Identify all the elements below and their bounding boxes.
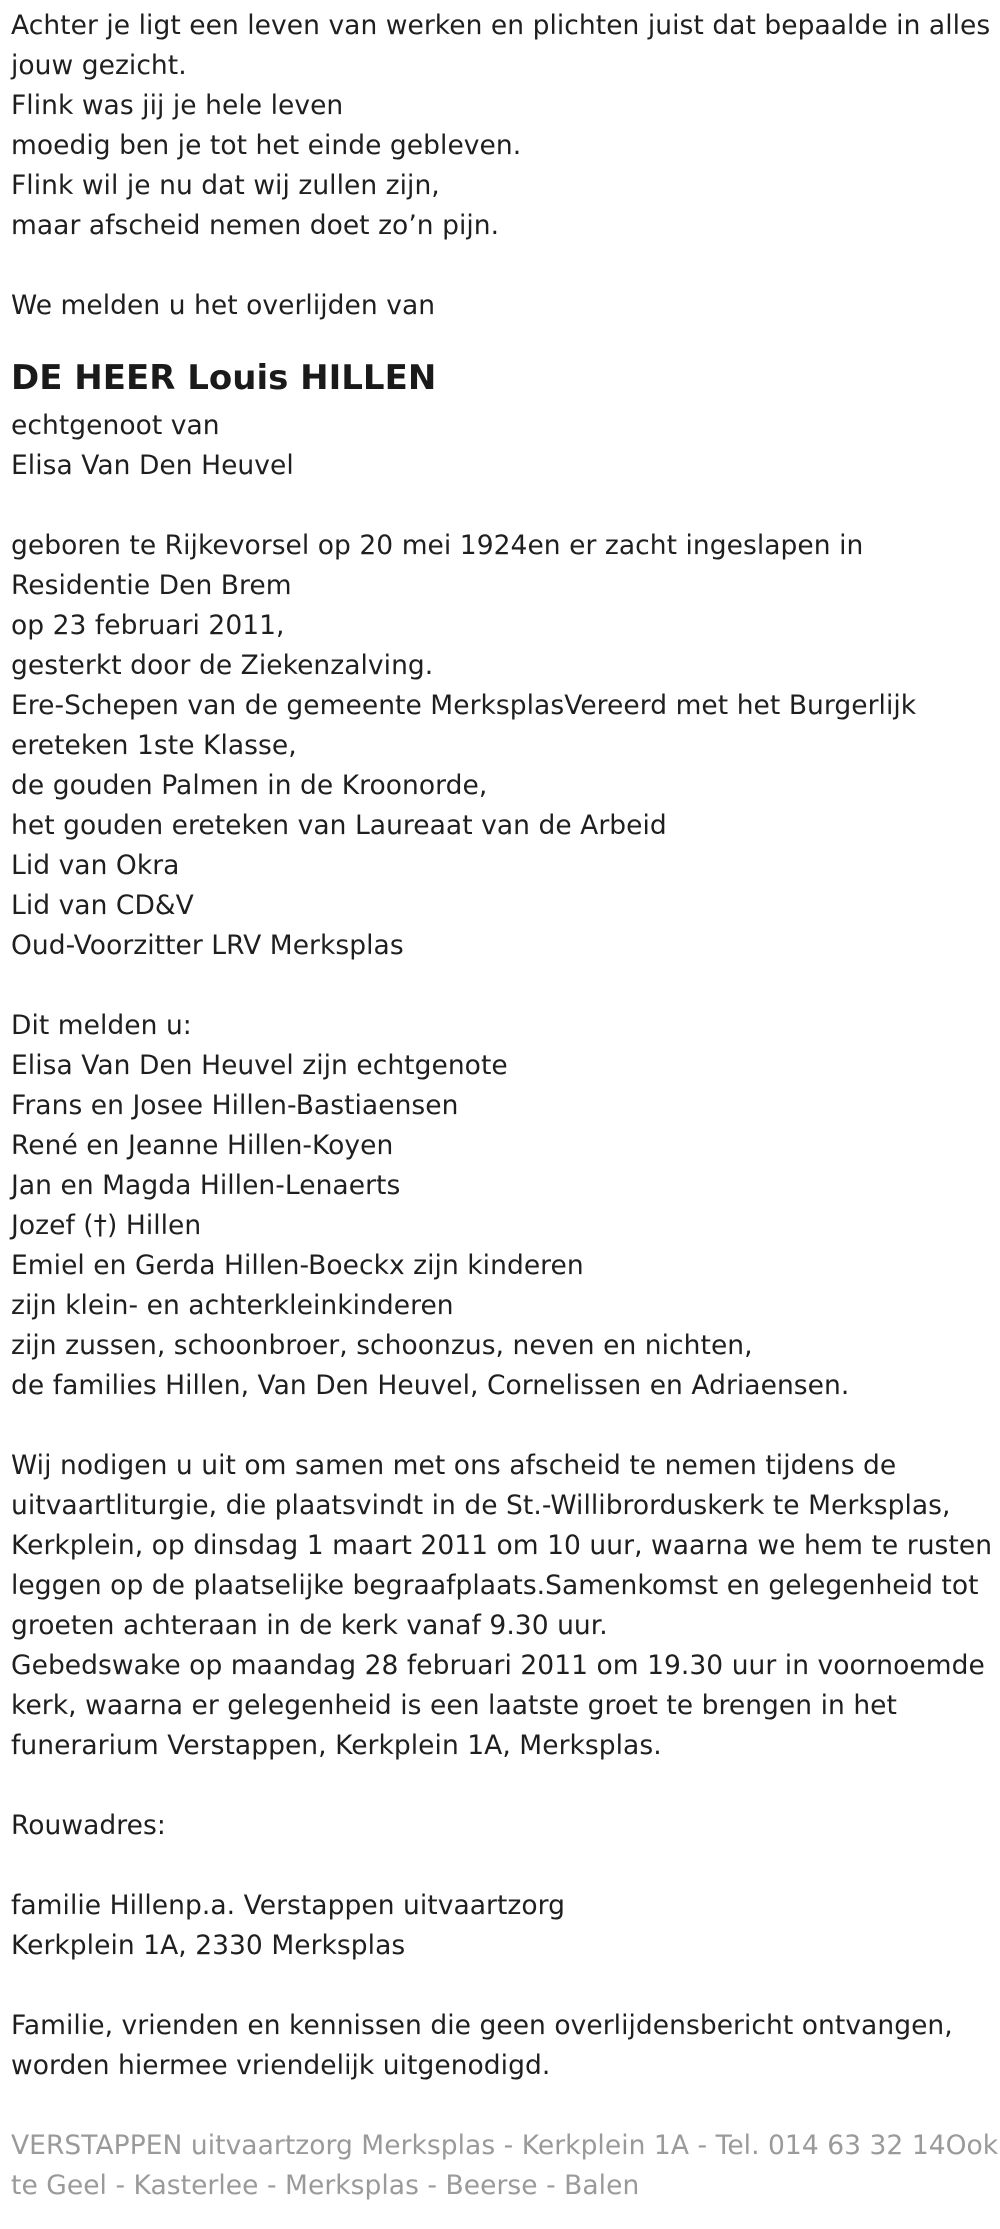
spacer (11, 2086, 988, 2126)
bio-line: Lid van Okra (11, 850, 180, 881)
family-line: Jan en Magda Hillen-Lenaerts (11, 1170, 401, 1201)
family-line: René en Jeanne Hillen-Koyen (11, 1130, 394, 1161)
ceremony-line: uitvaartliturgie, die plaatsvindt in de St.-Willibrorduskerk te Merksplas, (11, 1490, 951, 1521)
address-line: Kerkplein 1A, 2330 Merksplas (11, 1930, 406, 1961)
invitation (11, 2006, 988, 2086)
bio-line: Residentie Den Brem (11, 570, 292, 601)
mourning-address (11, 1886, 988, 1966)
ceremony-line: funerarium Verstappen, Kerkplein 1A, Merksplas. (11, 1730, 662, 1761)
bio-line: Oud-Voorzitter LRV Merksplas (11, 930, 404, 961)
spacer (11, 1766, 988, 1806)
poem-line: moedig ben je tot het einde gebleven. (11, 130, 522, 161)
spacer (11, 966, 988, 1006)
spacer (11, 1846, 988, 1886)
spacer (11, 326, 988, 348)
spacer (11, 1966, 988, 2006)
family-list (11, 1006, 988, 1406)
invitation-line: worden hiermee vriendelijk uitgenodigd. (11, 2050, 551, 2081)
bio-line: ereteken 1ste Klasse, (11, 730, 297, 761)
ceremony-line: Gebedswake op maandag 28 februari 2011 om 19.30 uur in voornoemde (11, 1650, 985, 1681)
family-line: Frans en Josee Hillen-Bastiaensen (11, 1090, 459, 1121)
footer-line: te Geel - Kasterlee - Merksplas - Beerse - Balen (11, 2170, 640, 2201)
family-line: zijn klein- en achterkleinkinderen (11, 1290, 454, 1321)
family-line: Elisa Van Den Heuvel zijn echtgenote (11, 1050, 508, 1081)
ceremony-line: leggen op de plaatselijke begraafplaats.Samenkomst en gelegenheid tot (11, 1570, 979, 1601)
bio-line: Lid van CD&V (11, 890, 194, 921)
bio-line: de gouden Palmen in de Kroonorde, (11, 770, 488, 801)
poem (11, 6, 991, 246)
funeral-home-footer (11, 2126, 999, 2206)
spouse-name: Elisa Van Den Heuvel (11, 450, 294, 481)
ceremony-line: Wij nodigen u uit om samen met ons afscheid te nemen tijdens de (11, 1450, 897, 1481)
spacer (11, 246, 988, 286)
ceremony-line: groeten achteraan in de kerk vanaf 9.30 uur. (11, 1610, 608, 1641)
poem-line: Achter je ligt een leven van werken en plichten juist dat bepaalde in alles (11, 10, 991, 41)
poem-line: Flink was jij je hele leven (11, 90, 344, 121)
address-line: familie Hillenp.a. Verstappen uitvaartzorg (11, 1890, 565, 1921)
bio-line: op 23 februari 2011, (11, 610, 285, 641)
family-line: zijn zussen, schoonbroer, schoonzus, neven en nichten, (11, 1330, 753, 1361)
poem-line: jouw gezicht. (11, 50, 187, 81)
family-line: Emiel en Gerda Hillen-Boeckx zijn kinderen (11, 1250, 584, 1281)
spacer (11, 1406, 988, 1446)
address-label: Rouwadres: (11, 1810, 166, 1841)
family-line: de families Hillen, Van Den Heuvel, Cornelissen en Adriaensen. (11, 1370, 850, 1401)
deceased-name: DE HEER Louis HILLEN (11, 358, 437, 398)
bio-line: Ere-Schepen van de gemeente MerksplasVereerd met het Burgerlijk (11, 690, 917, 721)
bio-line: gesterkt door de Ziekenzalving. (11, 650, 434, 681)
spacer (11, 486, 988, 526)
spouse-label: echtgenoot van (11, 410, 220, 441)
bio-line: geboren te Rijkevorsel op 20 mei 1924en er zacht ingeslapen in (11, 530, 864, 561)
poem-line: maar afscheid nemen doet zo’n pijn. (11, 210, 500, 241)
poem-line: Flink wil je nu dat wij zullen zijn, (11, 170, 440, 201)
intro-text: We melden u het overlijden van (11, 290, 436, 321)
ceremony-line: Kerkplein, op dinsdag 1 maart 2011 om 10 uur, waarna we hem te rusten (11, 1530, 993, 1561)
family-line: Jozef (†) Hillen (11, 1210, 202, 1241)
biography (11, 526, 988, 966)
invitation-line: Familie, vrienden en kennissen die geen overlijdensbericht ontvangen, (11, 2010, 953, 2041)
ceremony-details (11, 1446, 993, 1766)
ceremony-line: kerk, waarna er gelegenheid is een laatste groet te brengen in het (11, 1690, 897, 1721)
family-line: Dit melden u: (11, 1010, 192, 1041)
bio-line: het gouden ereteken van Laureaat van de Arbeid (11, 810, 667, 841)
footer-line: VERSTAPPEN uitvaartzorg Merksplas - Kerkplein 1A - Tel. 014 63 32 14Ook (11, 2130, 999, 2161)
